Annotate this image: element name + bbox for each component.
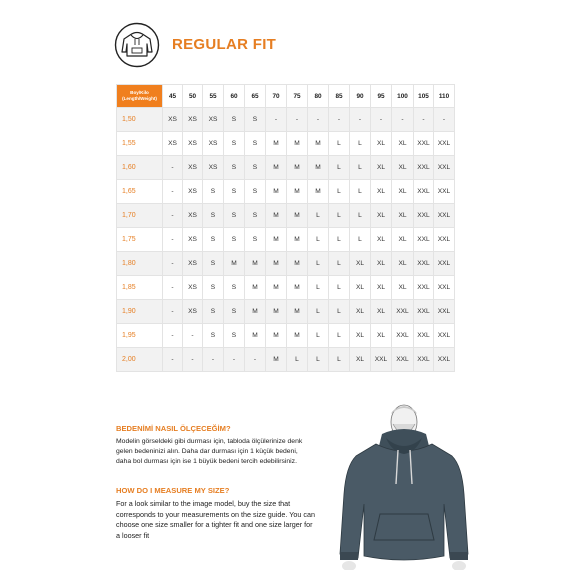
size-cell: XXL: [414, 324, 434, 348]
size-cell: XL: [371, 324, 392, 348]
size-table-body: [117, 108, 455, 372]
size-cell: S: [245, 180, 266, 204]
size-cell: M: [287, 204, 308, 228]
size-cell: XL: [350, 252, 371, 276]
size-cell: S: [224, 324, 245, 348]
size-cell: M: [287, 132, 308, 156]
size-cell: XXL: [434, 324, 455, 348]
size-cell: XS: [163, 132, 183, 156]
size-cell: S: [203, 276, 224, 300]
size-cell: M: [308, 132, 329, 156]
height-label: 1,80: [117, 252, 163, 276]
table-row: [117, 228, 455, 252]
hoodie-model-illustration: [336, 404, 472, 570]
table-header-row: [117, 85, 455, 108]
table-row: [117, 156, 455, 180]
size-cell: XL: [371, 228, 392, 252]
size-cell: M: [308, 180, 329, 204]
size-cell: L: [308, 324, 329, 348]
table-row: [117, 348, 455, 372]
weight-header: 90: [350, 85, 371, 108]
size-cell: XL: [371, 132, 392, 156]
size-cell: XL: [350, 348, 371, 372]
size-cell: S: [203, 204, 224, 228]
size-cell: M: [245, 324, 266, 348]
size-cell: S: [224, 180, 245, 204]
size-cell: S: [203, 324, 224, 348]
size-cell: M: [266, 204, 287, 228]
height-label: 1,70: [117, 204, 163, 228]
size-cell: -: [163, 180, 183, 204]
guide-english-line: choose one size smaller for a tighter fit and one size larger for: [116, 520, 313, 530]
size-cell: XXL: [414, 276, 434, 300]
size-cell: M: [245, 252, 266, 276]
size-cell: XS: [183, 156, 203, 180]
size-cell: XS: [183, 204, 203, 228]
size-cell: L: [329, 300, 350, 324]
size-cell: L: [329, 156, 350, 180]
size-cell: S: [203, 180, 224, 204]
size-cell: XS: [183, 252, 203, 276]
size-cell: XL: [371, 156, 392, 180]
size-cell: L: [350, 228, 371, 252]
size-cell: XL: [350, 276, 371, 300]
size-cell: S: [245, 228, 266, 252]
size-cell: XXL: [434, 204, 455, 228]
size-cell: XS: [203, 132, 224, 156]
size-cell: XL: [392, 252, 414, 276]
size-cell: XXL: [434, 228, 455, 252]
size-cell: XS: [183, 108, 203, 132]
table-row: [117, 276, 455, 300]
table-row: [117, 108, 455, 132]
size-cell: S: [224, 228, 245, 252]
size-cell: M: [266, 252, 287, 276]
size-cell: XXL: [371, 348, 392, 372]
page-title: REGULAR FIT: [172, 36, 277, 53]
guide-turkish-heading: BEDENİMİ NASIL ÖLÇECEĞİM?: [116, 424, 231, 433]
size-cell: XXL: [434, 132, 455, 156]
size-cell: L: [308, 300, 329, 324]
size-cell: L: [329, 348, 350, 372]
weight-header: 105: [414, 85, 434, 108]
size-cell: XL: [371, 204, 392, 228]
size-cell: XXL: [414, 228, 434, 252]
size-cell: M: [245, 300, 266, 324]
size-cell: L: [308, 276, 329, 300]
corner-label-line2: (Length/Weight): [122, 96, 157, 101]
size-cell: XL: [371, 252, 392, 276]
size-cell: -: [266, 108, 287, 132]
size-cell: L: [287, 348, 308, 372]
size-cell: M: [266, 228, 287, 252]
size-cell: XXL: [414, 252, 434, 276]
size-cell: M: [266, 156, 287, 180]
size-cell: L: [308, 348, 329, 372]
size-cell: XXL: [414, 348, 434, 372]
size-cell: XXL: [414, 156, 434, 180]
table-row: [117, 180, 455, 204]
weight-header: 65: [245, 85, 266, 108]
weight-header: 55: [203, 85, 224, 108]
guide-turkish: [116, 424, 302, 467]
size-cell: -: [203, 348, 224, 372]
height-label: 1,55: [117, 132, 163, 156]
weight-header: 80: [308, 85, 329, 108]
guide-english-line: For a look similar to the image model, buy the size that: [116, 499, 291, 508]
size-cell: S: [224, 156, 245, 180]
size-cell: -: [287, 108, 308, 132]
size-cell: XXL: [434, 300, 455, 324]
size-cell: -: [414, 108, 434, 132]
height-label: 1,90: [117, 300, 163, 324]
size-cell: S: [245, 204, 266, 228]
size-cell: L: [308, 204, 329, 228]
size-cell: M: [287, 300, 308, 324]
size-cell: L: [308, 252, 329, 276]
size-cell: L: [308, 228, 329, 252]
table-row: [117, 132, 455, 156]
size-cell: -: [350, 108, 371, 132]
size-cell: XL: [392, 204, 414, 228]
size-cell: M: [308, 156, 329, 180]
guide-english: [116, 486, 315, 541]
size-cell: -: [183, 348, 203, 372]
size-cell: S: [224, 132, 245, 156]
table-row: [117, 324, 455, 348]
size-cell: M: [287, 156, 308, 180]
size-cell: S: [224, 276, 245, 300]
size-cell: -: [163, 348, 183, 372]
size-cell: L: [350, 156, 371, 180]
size-cell: L: [350, 132, 371, 156]
size-cell: -: [329, 108, 350, 132]
guide-english-line: corresponds to your measurements on the size guide. You can: [116, 509, 315, 519]
size-cell: XXL: [392, 300, 414, 324]
size-cell: M: [287, 324, 308, 348]
size-cell: -: [308, 108, 329, 132]
size-cell: XXL: [434, 252, 455, 276]
size-cell: S: [245, 108, 266, 132]
weight-header: 70: [266, 85, 287, 108]
size-cell: XXL: [414, 180, 434, 204]
size-cell: -: [163, 156, 183, 180]
size-cell: M: [245, 276, 266, 300]
size-cell: XL: [371, 276, 392, 300]
size-cell: M: [287, 252, 308, 276]
size-cell: L: [329, 252, 350, 276]
size-cell: XXL: [434, 348, 455, 372]
table-row: [117, 204, 455, 228]
weight-header: 85: [329, 85, 350, 108]
size-cell: XXL: [392, 348, 414, 372]
size-cell: -: [245, 348, 266, 372]
size-cell: M: [266, 348, 287, 372]
size-cell: S: [224, 108, 245, 132]
guide-english-heading: HOW DO I MEASURE MY SIZE?: [116, 486, 230, 495]
size-cell: -: [163, 276, 183, 300]
size-cell: XL: [392, 228, 414, 252]
size-cell: XS: [163, 108, 183, 132]
size-cell: XL: [392, 180, 414, 204]
corner-label-line1: Boy/Kilo: [130, 90, 149, 95]
height-label: 1,60: [117, 156, 163, 180]
guide-turkish-line: gelen bedeninizi alın. Daha dar durması için 1 küçük bedeni,: [116, 448, 298, 455]
size-cell: L: [329, 276, 350, 300]
size-cell: XL: [392, 132, 414, 156]
size-cell: S: [203, 228, 224, 252]
size-cell: L: [350, 180, 371, 204]
height-label: 1,75: [117, 228, 163, 252]
size-cell: XS: [183, 276, 203, 300]
height-label: 1,85: [117, 276, 163, 300]
weight-header: 60: [224, 85, 245, 108]
size-cell: -: [163, 228, 183, 252]
size-cell: S: [245, 156, 266, 180]
weight-header: 75: [287, 85, 308, 108]
size-cell: M: [266, 324, 287, 348]
size-cell: L: [329, 204, 350, 228]
size-cell: XXL: [434, 276, 455, 300]
size-cell: M: [266, 132, 287, 156]
size-cell: S: [245, 132, 266, 156]
size-cell: XS: [183, 180, 203, 204]
size-cell: L: [329, 228, 350, 252]
weight-header: 110: [434, 85, 455, 108]
size-cell: XS: [203, 156, 224, 180]
size-cell: L: [329, 180, 350, 204]
size-cell: -: [392, 108, 414, 132]
size-cell: -: [434, 108, 455, 132]
size-cell: XS: [183, 300, 203, 324]
guide-turkish-line: daha bol durması için ise 1 büyük bedeni tercih edebilirsiniz.: [116, 458, 297, 465]
guide-english-line: a looser fit: [116, 530, 150, 540]
size-cell: S: [203, 252, 224, 276]
size-cell: XXL: [414, 132, 434, 156]
hoodie-icon: [114, 22, 160, 68]
table-row: [117, 252, 455, 276]
size-cell: S: [224, 204, 245, 228]
size-cell: -: [183, 324, 203, 348]
size-cell: -: [163, 300, 183, 324]
size-cell: L: [329, 132, 350, 156]
height-label: 1,50: [117, 108, 163, 132]
size-cell: S: [224, 300, 245, 324]
size-cell: XS: [203, 108, 224, 132]
corner-label: [117, 85, 163, 108]
height-label: 2,00: [117, 348, 163, 372]
height-label: 1,95: [117, 324, 163, 348]
weight-header: 45: [163, 85, 183, 108]
size-cell: M: [266, 300, 287, 324]
weight-header: 95: [371, 85, 392, 108]
size-cell: -: [163, 252, 183, 276]
size-cell: XL: [371, 300, 392, 324]
size-cell: -: [163, 204, 183, 228]
size-cell: -: [163, 324, 183, 348]
weight-header: 50: [183, 85, 203, 108]
size-cell: -: [371, 108, 392, 132]
size-cell: XL: [392, 276, 414, 300]
size-cell: XS: [183, 132, 203, 156]
size-cell: XL: [392, 156, 414, 180]
size-cell: XXL: [434, 156, 455, 180]
weight-header: 100: [392, 85, 414, 108]
size-cell: XXL: [434, 180, 455, 204]
size-cell: XXL: [414, 204, 434, 228]
size-cell: M: [224, 252, 245, 276]
size-cell: L: [350, 204, 371, 228]
size-cell: L: [329, 324, 350, 348]
size-cell: S: [203, 300, 224, 324]
size-cell: M: [287, 180, 308, 204]
table-row: [117, 300, 455, 324]
size-cell: M: [287, 228, 308, 252]
size-cell: XXL: [392, 324, 414, 348]
guide-turkish-line: Modelin görseldeki gibi durması için, tabloda ölçülerinize denk: [116, 438, 303, 445]
size-cell: M: [266, 276, 287, 300]
size-cell: M: [287, 276, 308, 300]
size-cell: -: [224, 348, 245, 372]
size-cell: XXL: [414, 300, 434, 324]
height-label: 1,65: [117, 180, 163, 204]
size-table: [116, 84, 455, 372]
size-cell: M: [266, 180, 287, 204]
size-cell: XL: [371, 180, 392, 204]
size-cell: XS: [183, 228, 203, 252]
size-cell: XL: [350, 324, 371, 348]
size-cell: XL: [350, 300, 371, 324]
